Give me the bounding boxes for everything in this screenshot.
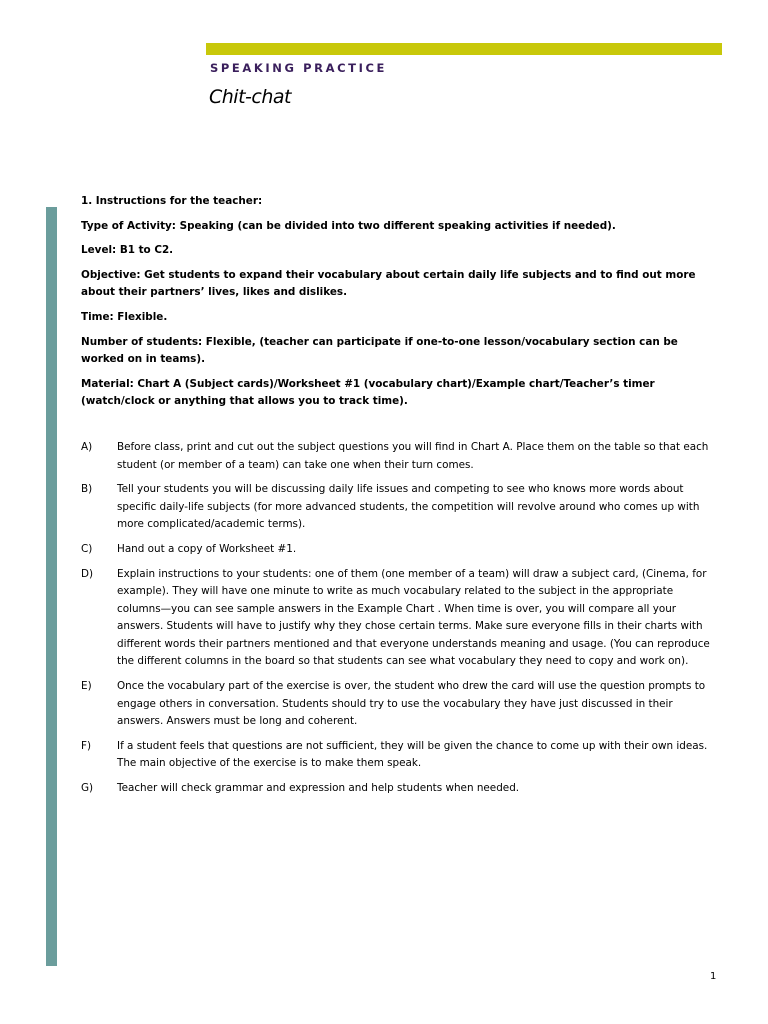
list-item	[81, 566, 711, 672]
list-item	[81, 439, 711, 474]
number-of-students: Number of students: Flexible, (teacher can participate if one-to-one lesson/vocabulary section can be worked on in teams).	[81, 335, 678, 366]
page-number: 1	[710, 971, 717, 982]
list-item-text: Teacher will check grammar and expression and help students when needed.	[117, 782, 520, 795]
activity-material: Material: Chart A (Subject cards)/Worksheet #1 (vocabulary chart)/Example chart/Teacher’s timer (watch/clock or anything that allows you to track time).	[81, 377, 655, 408]
list-item	[81, 738, 711, 773]
list-item	[81, 541, 711, 559]
activity-time: Time: Flexible.	[81, 310, 168, 323]
document-title: Chit-chat	[209, 86, 291, 108]
list-item-letter: G)	[81, 782, 94, 795]
list-item-text: Before class, print and cut out the subject questions you will find in Chart A. Place them on the table so that each student (or member of a team) can take one when their turn comes.	[117, 440, 709, 471]
list-item-letter: D)	[81, 567, 94, 580]
activity-level: Level: B1 to C2.	[81, 244, 174, 257]
list-item	[81, 481, 711, 534]
instructions-heading: 1. Instructions for the teacher:	[81, 195, 263, 207]
activity-objective: Objective: Get students to expand their vocabulary about certain daily life subjects and to find out more about their partners’ lives, likes and dislikes.	[81, 268, 696, 299]
list-item-text: Explain instructions to your students: one of them (one member of a team) will draw a subject card, (Cinema, for example). They will have one minute to write as much vocabulary related to the subject in the appropriate columns—you can see sample answers in the Example Chart . When time is over, you will compare all your answers. Students will have to justify why they chose certain terms. Make sure everyone fills in their charts with different words their partners mentioned and that everyone understands meaning and usage. (You can reproduce the different columns in the board so that students can see what vocabulary they need to copy and work on).	[117, 567, 710, 668]
section-label: SPEAKING PRACTICE	[210, 61, 387, 75]
header-accent-bar	[206, 43, 722, 55]
list-item-text: Hand out a copy of Worksheet #1.	[117, 542, 297, 555]
list-item-letter: F)	[81, 739, 92, 752]
list-item-letter: A)	[81, 440, 93, 453]
list-item-text: Tell your students you will be discussing daily life issues and competing to see who knows more words about specific daily-life subjects (for more advanced students, the competition will revolve around who comes up with more complicated/academic terms).	[117, 483, 700, 531]
list-item-letter: E)	[81, 680, 92, 693]
list-item-letter: B)	[81, 483, 93, 496]
document-body	[81, 193, 711, 805]
list-item-letter: C)	[81, 542, 93, 555]
list-item	[81, 780, 711, 798]
list-item-text: Once the vocabulary part of the exercise is over, the student who drew the card will use the question prompts to engage others in conversation. Students should try to use the vocabulary they have just discussed in their answers. Answers must be long and coherent.	[117, 680, 706, 728]
list-item-text: If a student feels that questions are not sufficient, they will be given the chance to come up with their own ideas. The main objective of the exercise is to make them speak.	[117, 739, 708, 770]
activity-type: Type of Activity: Speaking (can be divided into two different speaking activities if needed).	[81, 219, 616, 232]
list-item	[81, 678, 711, 731]
side-accent-bar	[46, 207, 57, 966]
